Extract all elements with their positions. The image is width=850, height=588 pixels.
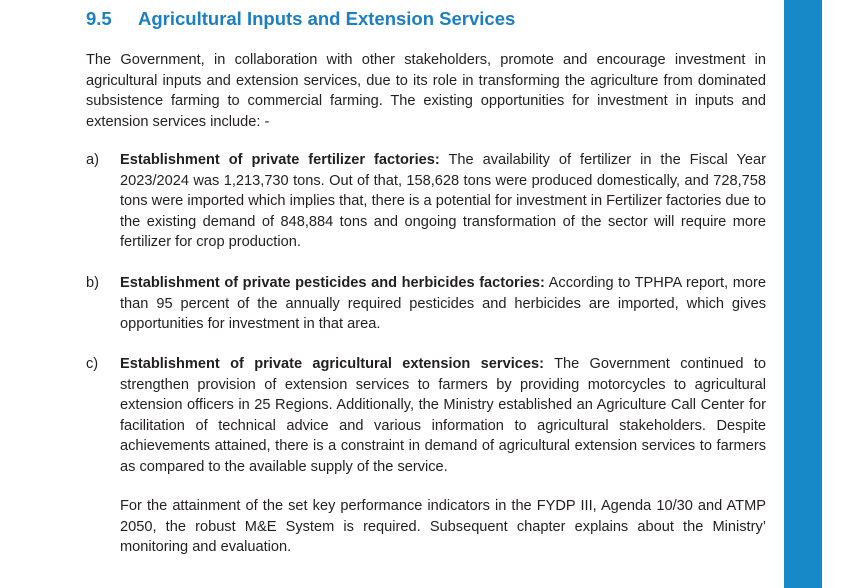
section-title: Agricultural Inputs and Extension Services xyxy=(138,8,516,29)
section-number: 9.5 xyxy=(86,8,112,29)
list-marker: a) xyxy=(86,152,99,168)
list-item-body xyxy=(120,354,766,478)
list-item-lead: Establishment of private agricultural extension services: xyxy=(120,356,544,372)
list-item-lead: Establishment of private pesticides and herbicides factories: xyxy=(120,275,545,291)
intro-paragraph: The Government, in collaboration with other stakeholders, promote and encourage investment in agricultural inputs and extension services, due to its role in transforming the agriculture from dominated subsistence farming to commercial farming. The existing opportunities for investment in inputs and extension services include: - xyxy=(86,52,766,130)
page-edge-color-bar xyxy=(784,0,822,588)
list-item-text: According to TPHPA report, more than 95 percent of the annually required pesticides and herbicides are imported, which gives opportunities for investment in that area. xyxy=(120,275,766,333)
list-item-body xyxy=(120,273,766,335)
list-item-text: The availability of fertilizer in the Fiscal Year 2023/2024 was 1,213,730 tons. Out of that, 158,628 tons were produced domestically, and 728,758 tons were imported which implies that, there is a potential for investment in Fertilizer factories due to the existing demand of 848,884 tons and ongoing transformation of the sector will require more fertilizer for crop production. xyxy=(120,152,766,251)
list-item-body xyxy=(120,150,766,253)
list-marker: c) xyxy=(86,356,99,372)
list-item-lead: Establishment of private fertilizer factories: xyxy=(120,152,440,168)
closing-paragraph: For the attainment of the set key performance indicators in the FYDP III, Agenda 10/30 and ATMP 2050, the robust M&E System is required. Subsequent chapter explains about the Ministry’ monitoring and evaluation. xyxy=(120,498,766,556)
list-item-text: The Government continued to strengthen provision of extension services to farmers by providing motorcycles to agricultural extension officers in 25 Regions. Additionally, the Ministry established an Agriculture Call Center for facilitation of technical advice and various information to agricultural stakeholders. Despite achievements attained, there is a constraint in demand of agricultural extension services to farmers as compared to the available supply of the service. xyxy=(120,356,766,475)
list-marker: b) xyxy=(86,275,99,291)
section-heading xyxy=(86,8,515,30)
